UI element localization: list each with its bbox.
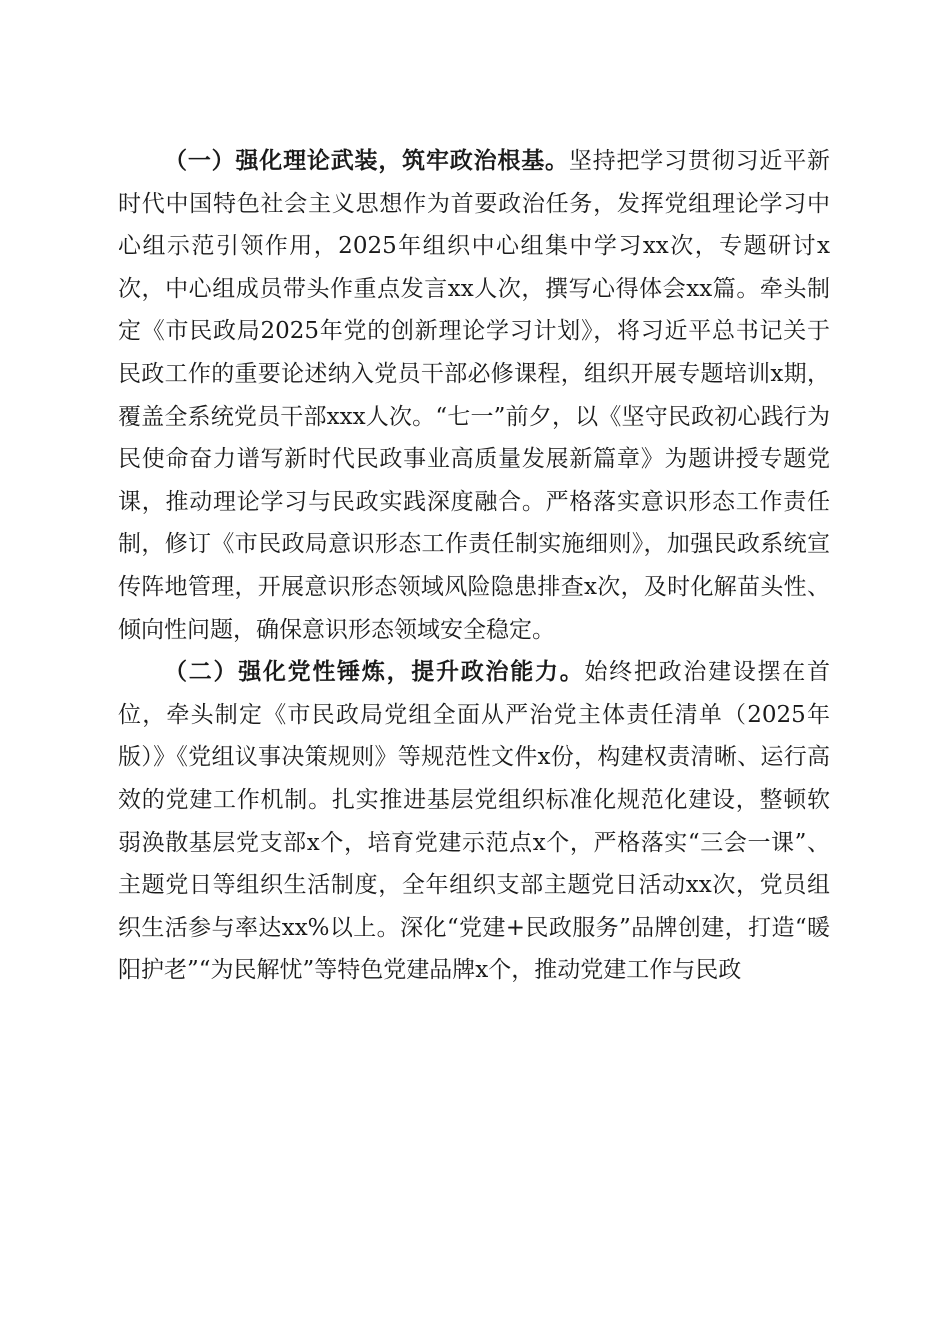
paragraph-1-heading: （一）强化理论武装，筑牢政治根基。 xyxy=(164,148,569,174)
paragraph-2-body: 始终把政治建设摆在首位，牵头制定《市民政局党组全面从严治党主体责任清单（2025年版）》《党组议事决策规则》等规范性文件x份，构建权责清晰、运行高效的党建工作机制。扎实推进基层党组织标准化规范化建设，整顿软弱涣散基层党支部x个，培育党建示范点x个，严格落实“三会一课”、主题党日等组织生活制度，全年组织支部主题党日活动xx次，党员组织生活参与率达xx%以上。深化“党建+民政服务”品牌创建，打造“暖阳护老”“为民解忧”等特色党建品牌x个，推动党建工作与民政 xyxy=(118,659,831,984)
document-body xyxy=(118,140,830,992)
paragraph-1 xyxy=(118,140,830,651)
paragraph-2 xyxy=(118,651,830,992)
paragraph-1-body: 坚持把学习贯彻习近平新时代中国特色社会主义思想作为首要政治任务，发挥党组理论学习中心组示范引领作用，2025年组织中心组集中学习xx次，专题研讨x次，中心组成员带头作重点发言xx人次，撰写心得体会xx篇。牵头制定《市民政局2025年党的创新理论学习计划》，将习近平总书记关于民政工作的重要论述纳入党员干部必修课程，组织开展专题培训x期，覆盖全系统党员干部xxx人次。“七一”前夕，以《坚守民政初心践行为民使命奋力谱写新时代民政事业高质量发展新篇章》为题讲授专题党课，推动理论学习与民政实践深度融合。严格落实意识形态工作责任制，修订《市民政局意识形态工作责任制实施细则》，加强民政系统宣传阵地管理，开展意识形态领域风险隐患排查x次，及时化解苗头性、倾向性问题，确保意识形态领域安全稳定。 xyxy=(118,148,831,643)
paragraph-2-heading: （二）强化党性锤炼，提升政治能力。 xyxy=(164,659,585,686)
